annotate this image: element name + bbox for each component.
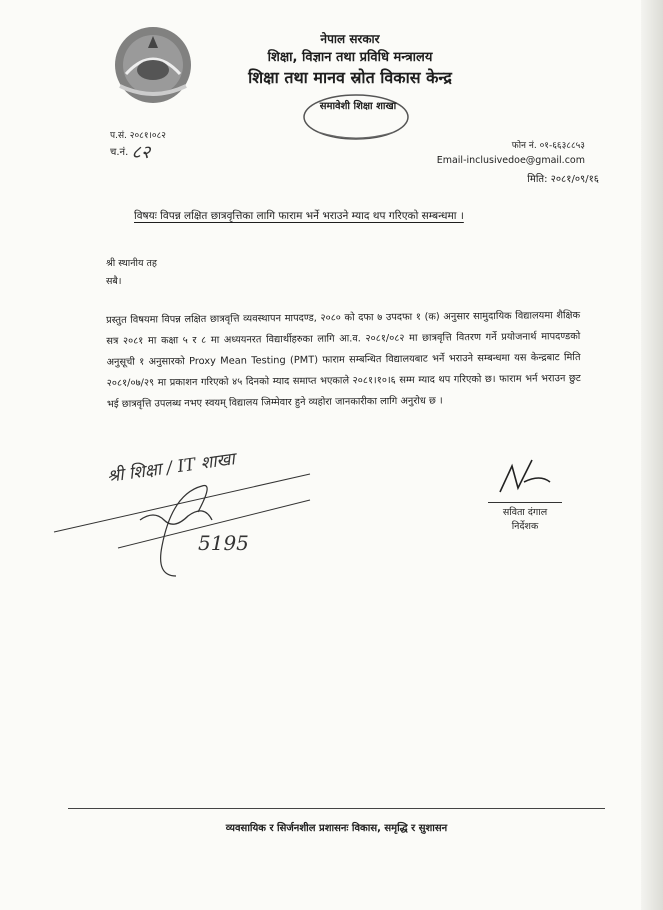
signatory-title: निर्देशक [511, 521, 539, 532]
handwritten-number: 5195 [198, 531, 249, 555]
footer-motto: व्यवसायिक र सिर्जनशील प्रशासनः विकास, समृद्धि र सुशासन [225, 823, 448, 834]
handwritten-note-line: श्री शिक्षा / IT शाखा [105, 449, 237, 487]
letter-date: मिति: २०८१/०९/१६ [527, 174, 599, 185]
section-heading: समावेशी शिक्षा शाखा [319, 101, 397, 112]
scan-edge [641, 0, 663, 910]
email-address: Email-inclusivedoe@gmail.com [436, 155, 585, 166]
signatory-name: सविता दंगाल [488, 502, 562, 518]
center-heading: शिक्षा तथा मानव स्रोत विकास केन्द्र [248, 68, 452, 87]
recipient-line-1: श्री स्थानीय तह [106, 258, 157, 269]
dispatch-label: च.नं. [110, 147, 129, 158]
phone-number: फोन नं. ०१-६६३८८५३ [511, 141, 585, 151]
nepal-emblem-icon [112, 24, 194, 106]
director-signature [480, 452, 570, 500]
ministry-heading: शिक्षा, विज्ञान तथा प्रविधि मन्त्रालय [267, 50, 433, 65]
reference-number: प.सं. २०८१।०८२ [110, 131, 166, 141]
recipient-line-2: सबै। [106, 276, 122, 287]
subject-line: विषयः विपन्न लक्षित छात्रवृत्तिका लागि फाराम भर्ने भराउने म्याद थप गरिएको सम्बन्धमा । [134, 210, 464, 222]
dispatch-handwritten: ८२ [131, 142, 151, 163]
letter-body: प्रस्तुत विषयमा विपन्न लक्षित छात्रवृत्ति व्यवस्थापन मापदण्ड, २०८० को दफा ७ उपदफा १ (क) अनुसार सामुदायिक विद्यालयमा शैक्षिक सत्र २०८१ मा कक्षा ५ र ८ मा अध्ययनरत विद्यार्थीहरुका लागि आ.व. २०८१/०८२ मा छात्रवृत्ति वितरण गर्ने प्रयोजनार्थ मापदण्डको अनुसूची १ अनुसारको Proxy Mean Testing (PMT) फाराम सम्बन्धित विद्यालयबाट भर्ने भराउने सम्बन्धमा यस केन्द्रबाट मिति २०८१/०७/२९ मा प्रकाशन गरिएको ४५ दिनको म्याद समाप्त भएकाले २०८१।१०।६ सम्म म्याद थप गरिएको छ। फाराम भर्न भराउन छुट भई छात्रवृत्ति उपलब्ध नभए स्वयम् विद्यालय जिम्मेवार हुने व्यहोरा जानकारीका लागि अनुरोध छ । [106, 310, 581, 410]
dispatch-number [110, 140, 150, 164]
handwritten-note [48, 440, 338, 590]
gov-heading: नेपाल सरकार [320, 32, 380, 46]
footer-divider [68, 808, 605, 809]
